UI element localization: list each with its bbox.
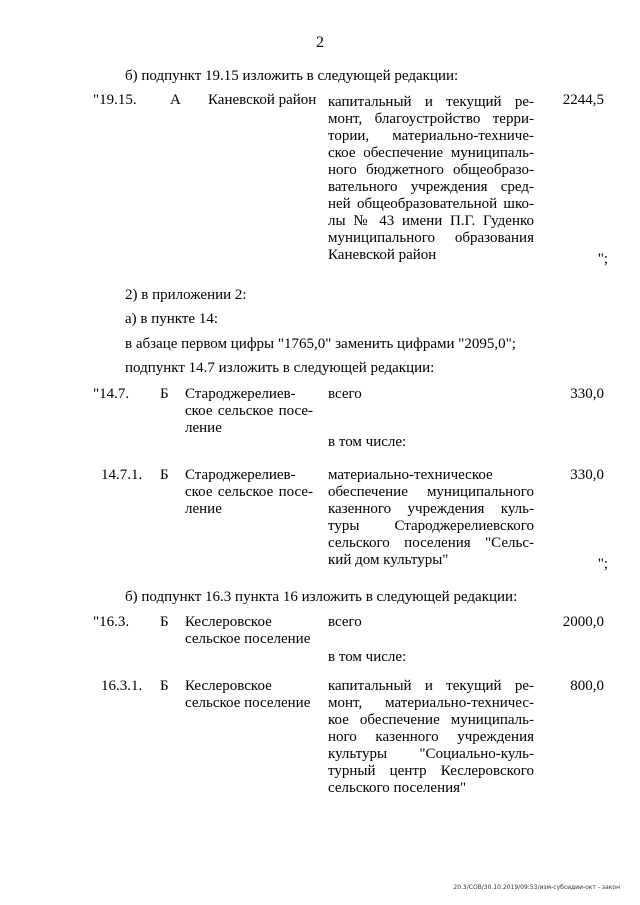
- row-subtotal-label: в том числе:: [328, 434, 407, 450]
- document-footer-code: 20.3/СОВ/30.10.2019/09:53/изм-субсидии-окт - закон: [453, 884, 620, 891]
- row-description: всего: [328, 614, 362, 630]
- paragraph-14-7: подпункт 14.7 изложить в следующей редакции:: [125, 360, 435, 376]
- row-category: Б: [160, 467, 169, 483]
- row-number: "16.3.: [93, 614, 130, 630]
- row-category: Б: [160, 386, 169, 402]
- row-amount: 2000,0: [562, 614, 604, 630]
- row-amount: 800,0: [570, 678, 604, 694]
- row-number: 14.7.1.: [101, 467, 143, 483]
- page-number: 2: [316, 34, 324, 51]
- row-recipient: Кеслеровское сельское поселение: [185, 678, 311, 711]
- row-description: капитальный и текущий ре-монт, материально-техничес-кое обеспечение муниципаль-ного казенного учреждения культуры "Социально-куль-турный центр Кеслеровского сельского поселения": [328, 678, 534, 796]
- row-amount: 330,0: [570, 386, 604, 402]
- row-closing-quote: ";: [597, 251, 608, 267]
- row-description: материально-техническое обеспечение муниципального казенного учреждения куль-туры Староджерелиевского сельского поселения "Сельс-кий дом культуры": [328, 467, 534, 568]
- paragraph-abzac: в абзаце первом цифры "1765,0" заменить цифрами "2095,0";: [125, 336, 516, 352]
- row-amount: 330,0: [570, 467, 604, 483]
- row-recipient: Каневской район: [208, 92, 317, 108]
- row-recipient: Староджерелиев-ское сельское посе-ление: [185, 386, 313, 436]
- row-category: Б: [160, 678, 169, 694]
- row-number: 16.3.1.: [101, 678, 143, 694]
- row-category: А: [170, 92, 181, 108]
- row-amount: 2244,5: [562, 92, 604, 108]
- row-number: "14.7.: [93, 386, 130, 402]
- paragraph-b-19-15: б) подпункт 19.15 изложить в следующей редакции:: [125, 68, 459, 84]
- row-subtotal-label: в том числе:: [328, 649, 407, 665]
- row-recipient: Кеслеровское сельское поселение: [185, 614, 311, 647]
- row-description: всего: [328, 386, 362, 402]
- paragraph-point-14: а) в пункте 14:: [125, 311, 219, 327]
- row-description: капитальный и текущий ре-монт, благоустройство терри-тории, материально-техниче-ское обеспечение муниципаль-ного бюджетного общеобразо-вательного учреждения сред-ней общеобразовательной шко-лы № 43 имени П.Г. Гуденко муниципального образования Каневской район: [328, 94, 534, 263]
- row-closing-quote: ";: [597, 556, 608, 572]
- row-number: "19.15.: [93, 92, 137, 108]
- row-recipient: Староджерелиев-ское сельское посе-ление: [185, 467, 313, 517]
- paragraph-appendix-2: 2) в приложении 2:: [125, 287, 247, 303]
- row-category: Б: [160, 614, 169, 630]
- paragraph-b-16-3: б) подпункт 16.3 пункта 16 изложить в следующей редакции:: [125, 589, 518, 605]
